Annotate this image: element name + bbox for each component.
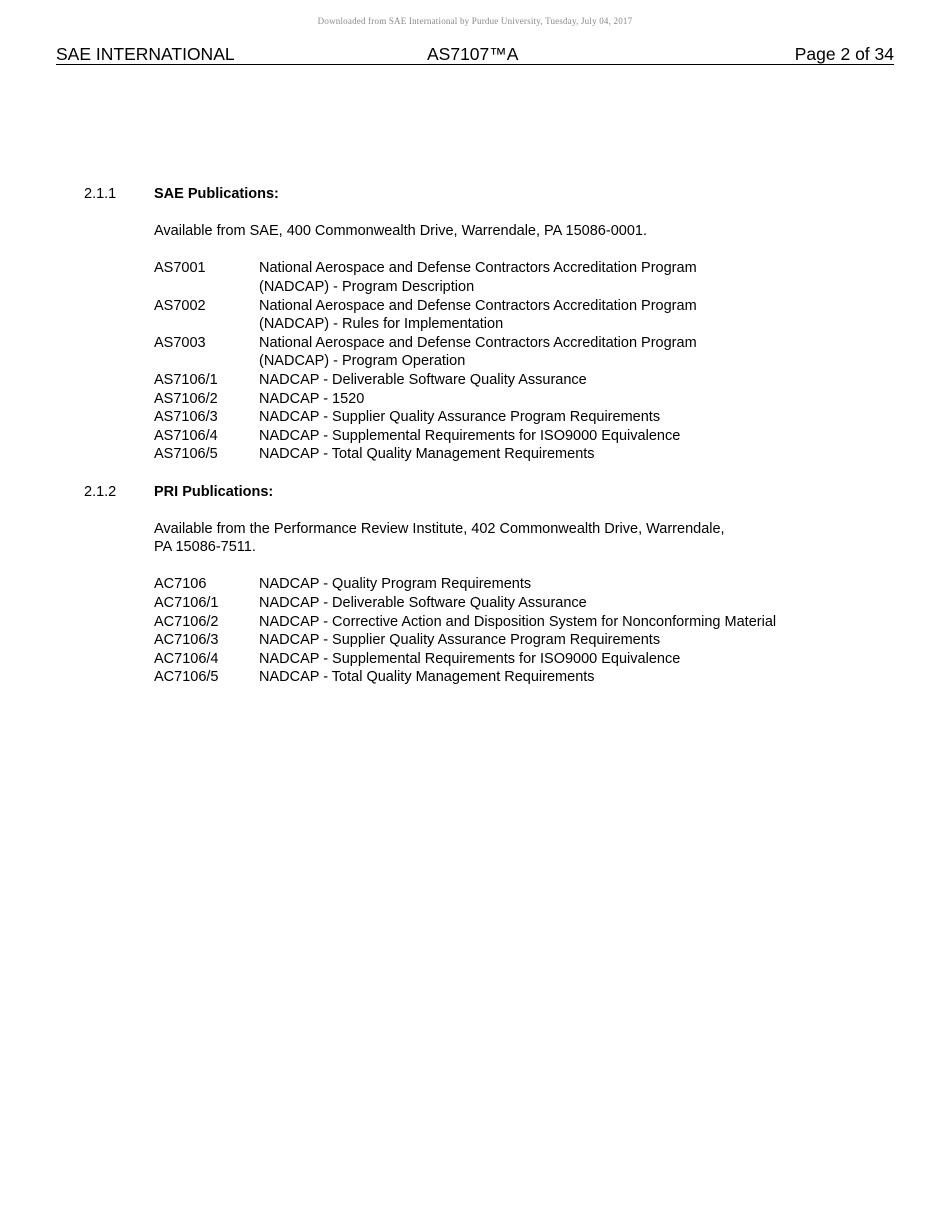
- publication-title-line: (NADCAP) - Program Operation: [259, 353, 466, 370]
- publication-title: [259, 334, 904, 371]
- publication-row: [154, 371, 904, 390]
- publication-title: [259, 613, 904, 632]
- availability-line: Available from SAE, 400 Commonwealth Drive, Warrendale, PA 15086-0001.: [154, 223, 647, 240]
- publication-title-line: NADCAP - Corrective Action and Disposition System for Nonconforming Material: [259, 613, 777, 630]
- publication-code: AS7106/4: [154, 427, 218, 444]
- publication-title-line: National Aerospace and Defense Contractors Accreditation Program: [259, 297, 697, 314]
- publication-list: [154, 259, 904, 464]
- publication-row: [154, 390, 904, 409]
- section-heading: [84, 185, 904, 204]
- publication-title-line: (NADCAP) - Program Description: [259, 278, 475, 295]
- publication-code: AS7106/2: [154, 390, 218, 407]
- publication-title-line: NADCAP - Supplemental Requirements for ISO9000 Equivalence: [259, 650, 681, 667]
- publication-title: [259, 668, 904, 687]
- publication-row: [154, 445, 904, 464]
- section-title: SAE Publications:: [154, 186, 279, 202]
- publication-title: [259, 371, 904, 390]
- header-page-number: Page 2 of 34: [794, 44, 894, 64]
- publication-row: [154, 668, 904, 687]
- availability-statement: [154, 222, 854, 241]
- publication-code: AS7106/1: [154, 371, 218, 388]
- section-heading: [84, 483, 904, 502]
- section-title: PRI Publications:: [154, 483, 274, 500]
- publication-title: [259, 408, 904, 427]
- publication-title-line: NADCAP - Total Quality Management Requirements: [259, 446, 595, 463]
- publication-list: [154, 575, 904, 687]
- publication-code: AS7106/3: [154, 409, 218, 426]
- download-watermark: Downloaded from SAE International by Purdue University, Tuesday, July 04, 2017: [317, 16, 633, 26]
- availability-statement: [154, 520, 854, 557]
- publication-row: [154, 631, 904, 650]
- publication-title-line: NADCAP - 1520: [259, 390, 365, 407]
- section-number: 2.1.2: [84, 483, 117, 500]
- publication-title-line: (NADCAP) - Rules for Implementation: [259, 316, 504, 333]
- availability-line: PA 15086-7511.: [154, 539, 256, 556]
- publication-row: [154, 408, 904, 427]
- section-number: 2.1.1: [84, 186, 117, 202]
- publication-code: AS7002: [154, 297, 206, 314]
- header-document-id: AS7107™A: [427, 44, 519, 64]
- publication-title: [259, 575, 904, 594]
- publication-code: AS7106/5: [154, 446, 218, 463]
- document-body: [84, 185, 904, 687]
- availability-line: Available from the Performance Review Institute, 402 Commonwealth Drive, Warrendale,: [154, 520, 725, 537]
- publication-row: [154, 297, 904, 334]
- publication-title-line: NADCAP - Supplier Quality Assurance Program Requirements: [259, 409, 661, 426]
- publication-title: [259, 445, 904, 464]
- publication-row: [154, 427, 904, 446]
- publication-title-line: NADCAP - Deliverable Software Quality Assurance: [259, 595, 587, 612]
- publication-title-line: NADCAP - Quality Program Requirements: [259, 576, 532, 593]
- publication-title: [259, 631, 904, 650]
- publication-title-line: NADCAP - Deliverable Software Quality Assurance: [259, 371, 587, 388]
- publication-code: AC7106/2: [154, 613, 219, 630]
- publication-title-line: NADCAP - Total Quality Management Requirements: [259, 669, 595, 686]
- publication-row: [154, 575, 904, 594]
- publication-code: AS7003: [154, 334, 206, 351]
- publication-title: [259, 390, 904, 409]
- publication-title-line: NADCAP - Supplier Quality Assurance Program Requirements: [259, 632, 661, 649]
- publication-title: [259, 650, 904, 669]
- publication-code: AC7106/5: [154, 669, 219, 686]
- publication-row: [154, 613, 904, 632]
- publication-code: AC7106/1: [154, 595, 219, 612]
- publication-row: [154, 334, 904, 371]
- publication-title: [259, 297, 904, 334]
- header-organization: SAE INTERNATIONAL: [56, 44, 235, 64]
- page-header: [56, 44, 894, 65]
- publication-title: [259, 427, 904, 446]
- publication-code: AC7106/4: [154, 650, 219, 667]
- publication-row: [154, 594, 904, 613]
- publication-title: [259, 594, 904, 613]
- publication-code: AC7106/3: [154, 632, 219, 649]
- publication-row: [154, 650, 904, 669]
- publication-title-line: NADCAP - Supplemental Requirements for ISO9000 Equivalence: [259, 427, 681, 444]
- publication-code: AC7106: [154, 576, 207, 593]
- publication-title-line: National Aerospace and Defense Contractors Accreditation Program: [259, 260, 697, 277]
- publication-title: [259, 259, 904, 296]
- section-spacer: [84, 464, 904, 483]
- publication-title-line: National Aerospace and Defense Contractors Accreditation Program: [259, 334, 697, 351]
- publication-code: AS7001: [154, 260, 206, 277]
- publication-row: [154, 259, 904, 296]
